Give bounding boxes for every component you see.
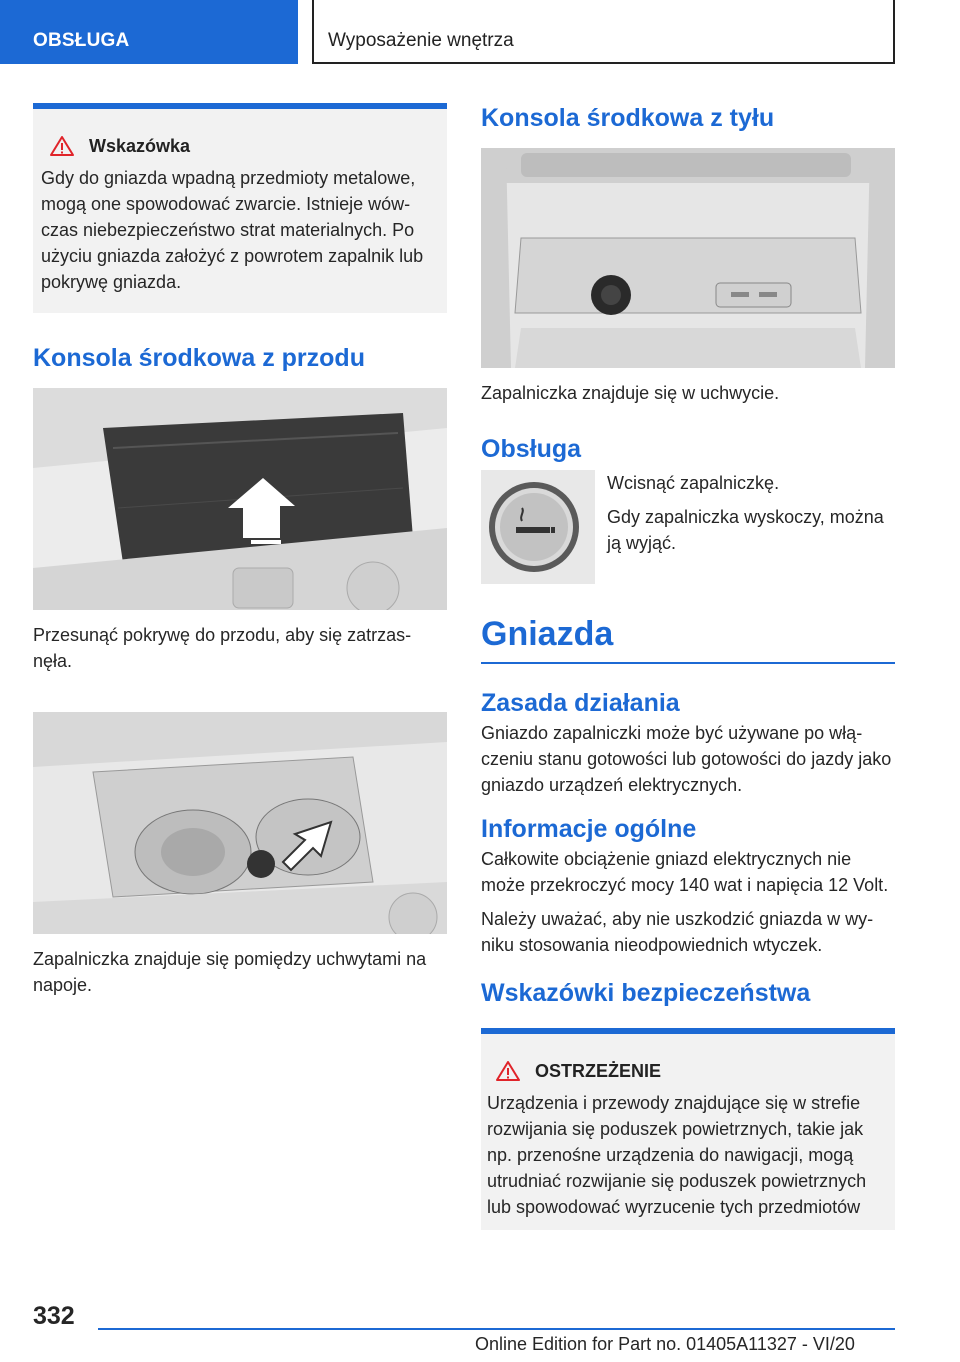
warning-triangle-icon [49,135,75,157]
operation-block [481,470,895,588]
principle-heading: Zasada działania [481,689,680,717]
operation-step-2: Gdy zapalniczka wyskoczy, można ją wyjąć. [607,507,884,553]
warning-text: Urządzenia i przewody znajdujące się w strefie rozwijania się poduszek powietrznych, takie jak np. przenośne urządzenia do nawigacji, mogą utrudniać rozwijanie się poduszek powietrznych lub spowodować wyrzucenie tych przedmiotów [487,1093,867,1217]
warning-header [487,1060,889,1082]
section-tab: OBSŁUGA [0,0,298,64]
general-info-heading: Informacje ogólne [481,815,697,843]
rear-console-caption: Zapalniczka znajduje się w uchwycie. [481,383,780,403]
general-info-text-2: Należy uważać, aby nie uszkodzić gniazda w wy- niku stosowania nieodpowiednich wtyczek. [481,909,874,955]
rear-console-image [481,148,895,368]
lighter-button-image [481,470,595,584]
sockets-heading: Gniazda [481,615,614,653]
edition-text: Online Edition for Part no. 01405A11327 - VI/20 [475,1334,855,1354]
front-console-caption-2: Zapalniczka znajduje się pomiędzy uchwytami na napoje. [33,949,427,995]
front-console-heading: Konsola środkowa z przodu [33,344,365,372]
safety-heading: Wskazówki bezpieczeństwa [481,979,811,1007]
left-column [33,103,447,998]
page-number: 332 [33,1302,75,1330]
note-title: Wskazówka [89,135,191,156]
right-column [481,103,895,1230]
cup-holder-image [33,712,447,934]
operation-step-1: Wcisnąć zapalniczkę. [607,473,780,493]
footer-rule [98,1328,895,1330]
note-text: Gdy do gniazda wpadną przedmioty metalowe, mogą one spowodować zwarcie. Istnieje wów- czas niebezpieczeństwo strat materialnych. Po użyciu gniazda założyć z powrotem zapalnik lub pokrywę gniazda. [41,168,424,292]
general-info-text-1: Całkowite obciążenie gniazd elektrycznych nie może przekroczyć mocy 140 wat i napięcia 12 Volt. [481,849,889,895]
rear-console-heading: Konsola środkowa z tyłu [481,104,775,132]
front-console-caption-1: Przesunąć pokrywę do przodu, aby się zatrzas- nęła. [33,625,412,671]
front-console-cover-image [33,388,447,610]
principle-text: Gniazdo zapalniczki może być używane po włą- czeniu stanu gotowości lub gotowości do jazdy jako gniazdo urządzeń elektrycznych. [481,723,892,795]
warning-box [481,1028,895,1230]
heading-rule [481,662,895,664]
warning-triangle-icon [495,1060,521,1082]
chapter-title: Wyposażenie wnętrza [312,0,895,64]
note-header [41,135,439,157]
operation-heading: Obsługa [481,435,582,463]
warning-title: OSTRZEŻENIE [535,1060,662,1081]
note-box [33,103,447,313]
